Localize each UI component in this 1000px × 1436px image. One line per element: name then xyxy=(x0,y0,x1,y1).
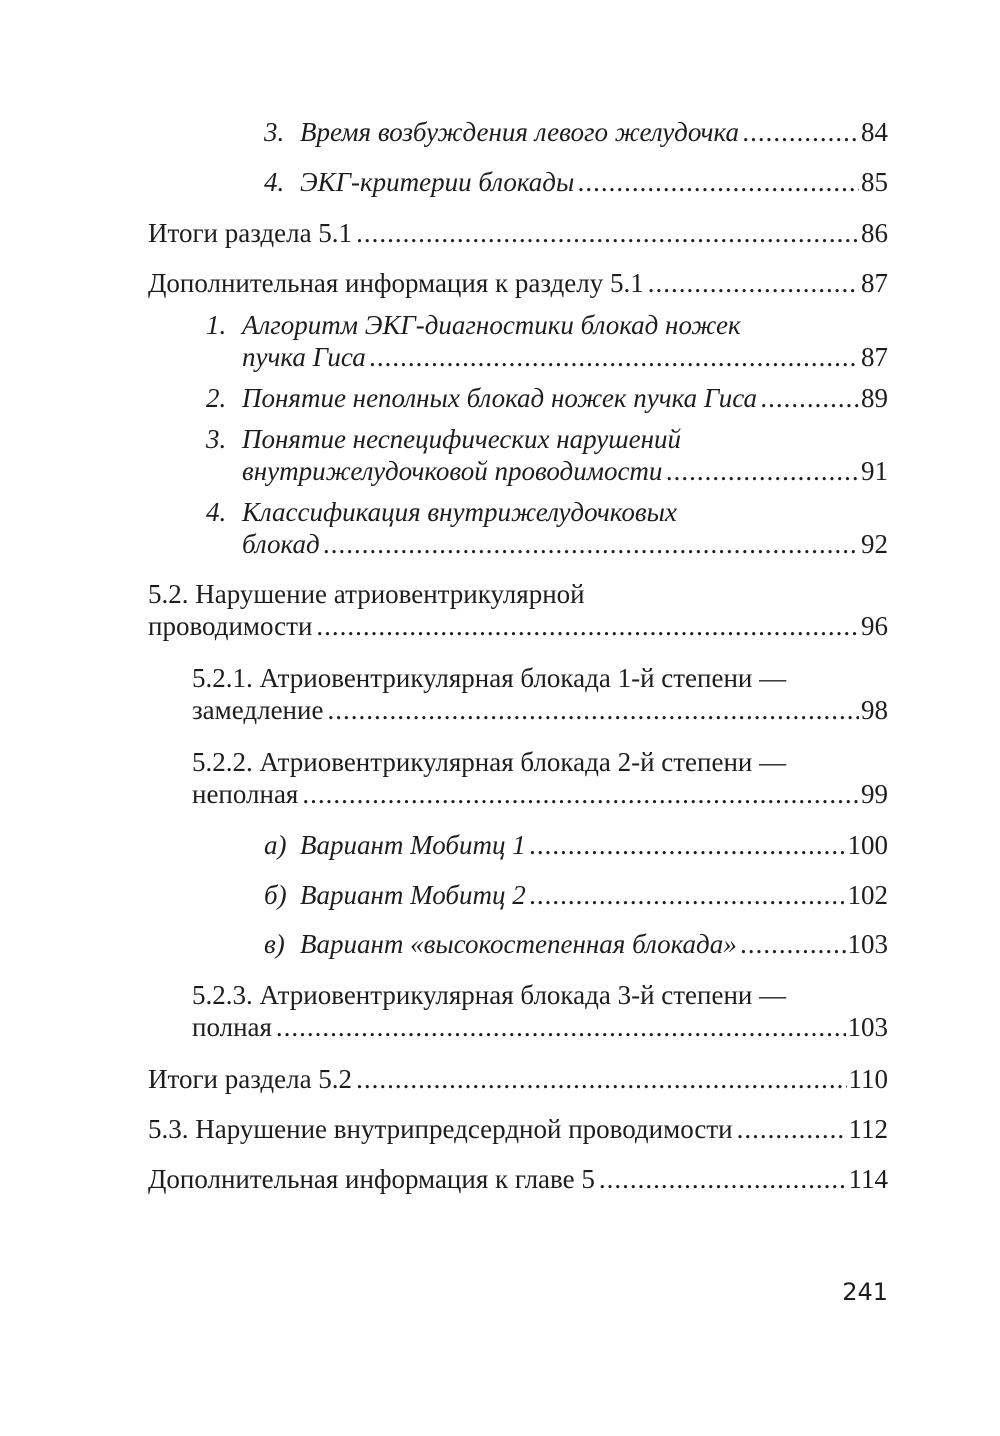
toc-entry xyxy=(148,979,888,1043)
toc-entry-page: 99 xyxy=(861,779,888,809)
toc-entry-page: 103 xyxy=(847,929,888,959)
toc-entry-title-cont: неполная xyxy=(192,779,299,809)
toc-entry-title: Дополнительная информация к разделу 5.1 xyxy=(148,268,644,298)
toc-leader-dots xyxy=(276,1011,846,1043)
toc-entry-title-cont: замедление xyxy=(192,695,324,725)
toc-entry xyxy=(148,267,888,299)
toc-entry xyxy=(148,1113,888,1145)
toc-entry-title: Дополнительная информация к главе 5 xyxy=(148,1164,595,1194)
toc-entry-title: 5.2.2. Атриовентрикулярная блокада 2-й степени — xyxy=(192,747,787,777)
toc-entry-number: 4. xyxy=(264,167,285,197)
toc-leader-dots xyxy=(327,694,859,726)
toc-entry-page: 102 xyxy=(847,880,888,910)
toc-entry-page: 100 xyxy=(847,830,888,860)
toc-entry xyxy=(148,578,888,642)
toc-entry-number: а) xyxy=(264,830,287,860)
toc-entry-title: Понятие неполных блокад ножек пучка Гиса xyxy=(242,383,757,413)
toc-leader-dots xyxy=(356,217,859,249)
toc-entry xyxy=(148,166,888,198)
toc-leader-dots xyxy=(741,928,846,960)
toc-entry-title: Вариант «высокостепенная блокада» xyxy=(300,929,737,959)
toc-entry xyxy=(148,309,888,373)
toc-entry-title: Классификация внутрижелудочковых xyxy=(242,497,677,527)
toc-entry-title-cont: внутрижелудочковой проводимости xyxy=(242,456,663,486)
toc-entry-number: 4. xyxy=(206,497,227,527)
toc-leader-dots xyxy=(648,267,859,299)
toc-leader-dots xyxy=(530,829,846,861)
toc-entry-page: 84 xyxy=(861,117,888,147)
toc-entry-page: 85 xyxy=(861,167,888,197)
toc-leader-dots xyxy=(743,116,859,148)
toc-leader-dots xyxy=(666,455,859,487)
toc-leader-dots xyxy=(316,610,859,642)
toc-entry-page: 89 xyxy=(861,383,888,413)
toc-entry-page: 87 xyxy=(861,342,888,372)
toc-entry-page: 91 xyxy=(861,456,888,486)
toc-leader-dots xyxy=(302,778,859,810)
toc-leader-dots xyxy=(530,879,846,911)
toc-entry-title: ЭКГ-критерии блокады xyxy=(300,167,575,197)
toc-entry-title: Вариант Мобитц 2 xyxy=(300,880,526,910)
toc-entry xyxy=(148,116,888,148)
toc-entry xyxy=(148,1163,888,1195)
toc-entry-number: 3. xyxy=(264,117,285,147)
toc-entry-title-cont: блокад xyxy=(242,529,320,559)
toc-leader-dots xyxy=(599,1163,847,1195)
toc-leader-dots xyxy=(370,341,859,373)
toc-entry-page: 86 xyxy=(861,218,888,248)
toc-entry xyxy=(148,1063,888,1095)
toc-leader-dots xyxy=(324,528,859,560)
toc-entry-page: 110 xyxy=(848,1064,888,1094)
toc-entry-title: Время возбуждения левого желудочка xyxy=(300,117,739,147)
toc-entry-title: 5.3. Нарушение внутрипредсердной проводимости xyxy=(148,1114,733,1144)
toc-entry xyxy=(148,879,888,911)
toc-leader-dots xyxy=(737,1113,847,1145)
toc-entry-title-cont: пучка Гиса xyxy=(242,342,366,372)
toc-entry-title: Итоги раздела 5.2 xyxy=(148,1064,353,1094)
toc-entry-page: 98 xyxy=(861,695,888,725)
toc-entry xyxy=(148,217,888,249)
toc-entry-title: Понятие неспецифических нарушений xyxy=(242,424,681,454)
toc-entry-page: 92 xyxy=(861,529,888,559)
toc-entry xyxy=(148,829,888,861)
toc-entry xyxy=(148,928,888,960)
toc-entry xyxy=(148,662,888,726)
toc-entry-title: 5.2. Нарушение атриовентрикулярной xyxy=(148,579,585,609)
toc-entry-page: 96 xyxy=(861,611,888,641)
toc-entry-title: Алгоритм ЭКГ-диагностики блокад ножек xyxy=(242,310,741,340)
toc-entry-page: 112 xyxy=(848,1114,888,1144)
toc-entry-number: б) xyxy=(264,880,287,910)
toc-entry-page: 114 xyxy=(848,1164,888,1194)
toc-entry-title: Итоги раздела 5.1 xyxy=(148,218,353,248)
toc-entry xyxy=(148,423,888,487)
toc-entry xyxy=(148,382,888,414)
page-number: 241 xyxy=(842,1278,888,1306)
toc-entry xyxy=(148,496,888,560)
toc-entry-title: 5.2.3. Атриовентрикулярная блокада 3-й степени — xyxy=(192,980,787,1010)
toc-entry xyxy=(148,746,888,810)
toc-entry-page: 87 xyxy=(861,268,888,298)
toc-entry-number: 2. xyxy=(206,383,227,413)
toc-leader-dots xyxy=(578,166,859,198)
toc-entry-title-cont: проводимости xyxy=(148,611,313,641)
toc-entry-number: 3. xyxy=(206,424,227,454)
toc-entry-number: в) xyxy=(264,929,285,959)
toc-entry-title-cont: полная xyxy=(192,1012,272,1042)
toc-leader-dots xyxy=(356,1063,846,1095)
toc-entry-title: 5.2.1. Атриовентрикулярная блокада 1-й степени — xyxy=(192,663,787,693)
toc-leader-dots xyxy=(761,382,859,414)
toc-entry-title: Вариант Мобитц 1 xyxy=(300,830,526,860)
toc-entry-number: 1. xyxy=(206,310,227,340)
toc-entry-page: 103 xyxy=(847,1012,888,1042)
